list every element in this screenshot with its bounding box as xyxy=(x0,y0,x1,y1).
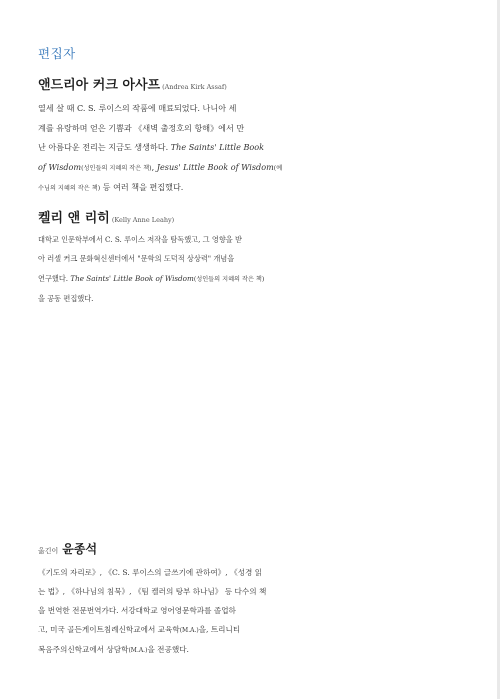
translator-name-line xyxy=(38,538,458,557)
book-title: of Wisdom xyxy=(38,161,82,172)
bio-line xyxy=(38,138,458,158)
bio-line: 계를 유랑하며 얻은 기쁨과 《새벽 출정호의 항해》에서 만 xyxy=(38,122,245,133)
book-title-translation: (예 xyxy=(273,164,283,172)
editor-name: 켈리 앤 리히 xyxy=(38,211,110,226)
bio-text: 을 전공했다. xyxy=(147,645,189,654)
editor-name-line xyxy=(38,74,458,93)
degree-abbr: (M.A.) xyxy=(128,647,148,654)
book-title: Jesus' Little Book of Wisdom xyxy=(156,161,274,172)
book-title-translation: 수님의 지혜의 작은 책) xyxy=(38,185,101,192)
translator-bio xyxy=(38,563,458,660)
editor-entry-andrea xyxy=(38,74,458,199)
bio-line: 《기도의 자리로》, 《C. S. 루이스의 글쓰기에 관하여》, 《성경 읽 xyxy=(38,568,263,577)
editor-bio xyxy=(38,99,458,199)
bio-text: 등 여러 책을 편집했다. xyxy=(100,182,184,192)
editor-name-english: (Andrea Kirk Assaf) xyxy=(162,83,227,91)
editor-bio xyxy=(38,230,458,309)
bio-text: 연구했다. xyxy=(38,273,71,283)
degree-abbr: (M.A.) xyxy=(179,627,199,634)
book-title: The Saints' Little Book of Wisdom xyxy=(70,273,194,283)
bio-line xyxy=(38,640,458,660)
book-title-translation: (성인들의 지혜의 작은 책) xyxy=(193,275,265,283)
translator-role: 옮긴이 xyxy=(38,547,59,555)
bio-line xyxy=(38,158,458,179)
bio-text: 복음주의신학교에서 상담학 xyxy=(38,645,129,654)
bio-line: 는 법》, 《하나님의 침묵》, 《팀 켈러의 탕부 하나님》 등 다수의 책 xyxy=(38,587,267,596)
bio-text: 고, 미국 골든게이트침례신학교에서 교육학 xyxy=(38,625,180,634)
bio-line: 을 공동 편집했다. xyxy=(38,294,94,304)
bio-line: 을 번역한 전문번역가다. 서강대학교 영어영문학과를 졸업하 xyxy=(38,606,236,615)
book-title-translation: (성인들의 지혜의 작은 책) xyxy=(81,164,152,172)
bio-text: 난 아름다운 전리는 지금도 생생하다. xyxy=(38,142,171,152)
bio-line xyxy=(38,269,458,289)
editor-entry-kelly xyxy=(38,207,458,309)
bio-line xyxy=(38,178,458,199)
bio-text: 을, 트리니티 xyxy=(198,625,241,634)
translator-name: 윤종석 xyxy=(62,542,98,556)
book-title: The Saints' Little Book xyxy=(170,142,265,152)
bio-line: 열세 살 때 C. S. 루이스의 작품에 매료되었다. 나니아 세 xyxy=(38,103,237,113)
editor-name-english: (Kelly Anne Leahy) xyxy=(111,216,175,224)
editor-name: 앤드리아 커크 아사프 xyxy=(38,78,161,93)
bio-line: 아 러셀 커크 문화혁신센터에서 "문학의 도덕적 상상력" 개념을 xyxy=(38,254,235,264)
bio-text: , xyxy=(151,161,157,172)
section-header: 편집자 xyxy=(38,46,76,61)
translator-entry xyxy=(38,538,458,660)
bio-line: 대학교 인문학부에서 C. S. 루이스 저작을 탐독했고, 그 영향을 받 xyxy=(38,235,242,244)
editor-name-line xyxy=(38,207,458,226)
bio-line xyxy=(38,620,458,640)
